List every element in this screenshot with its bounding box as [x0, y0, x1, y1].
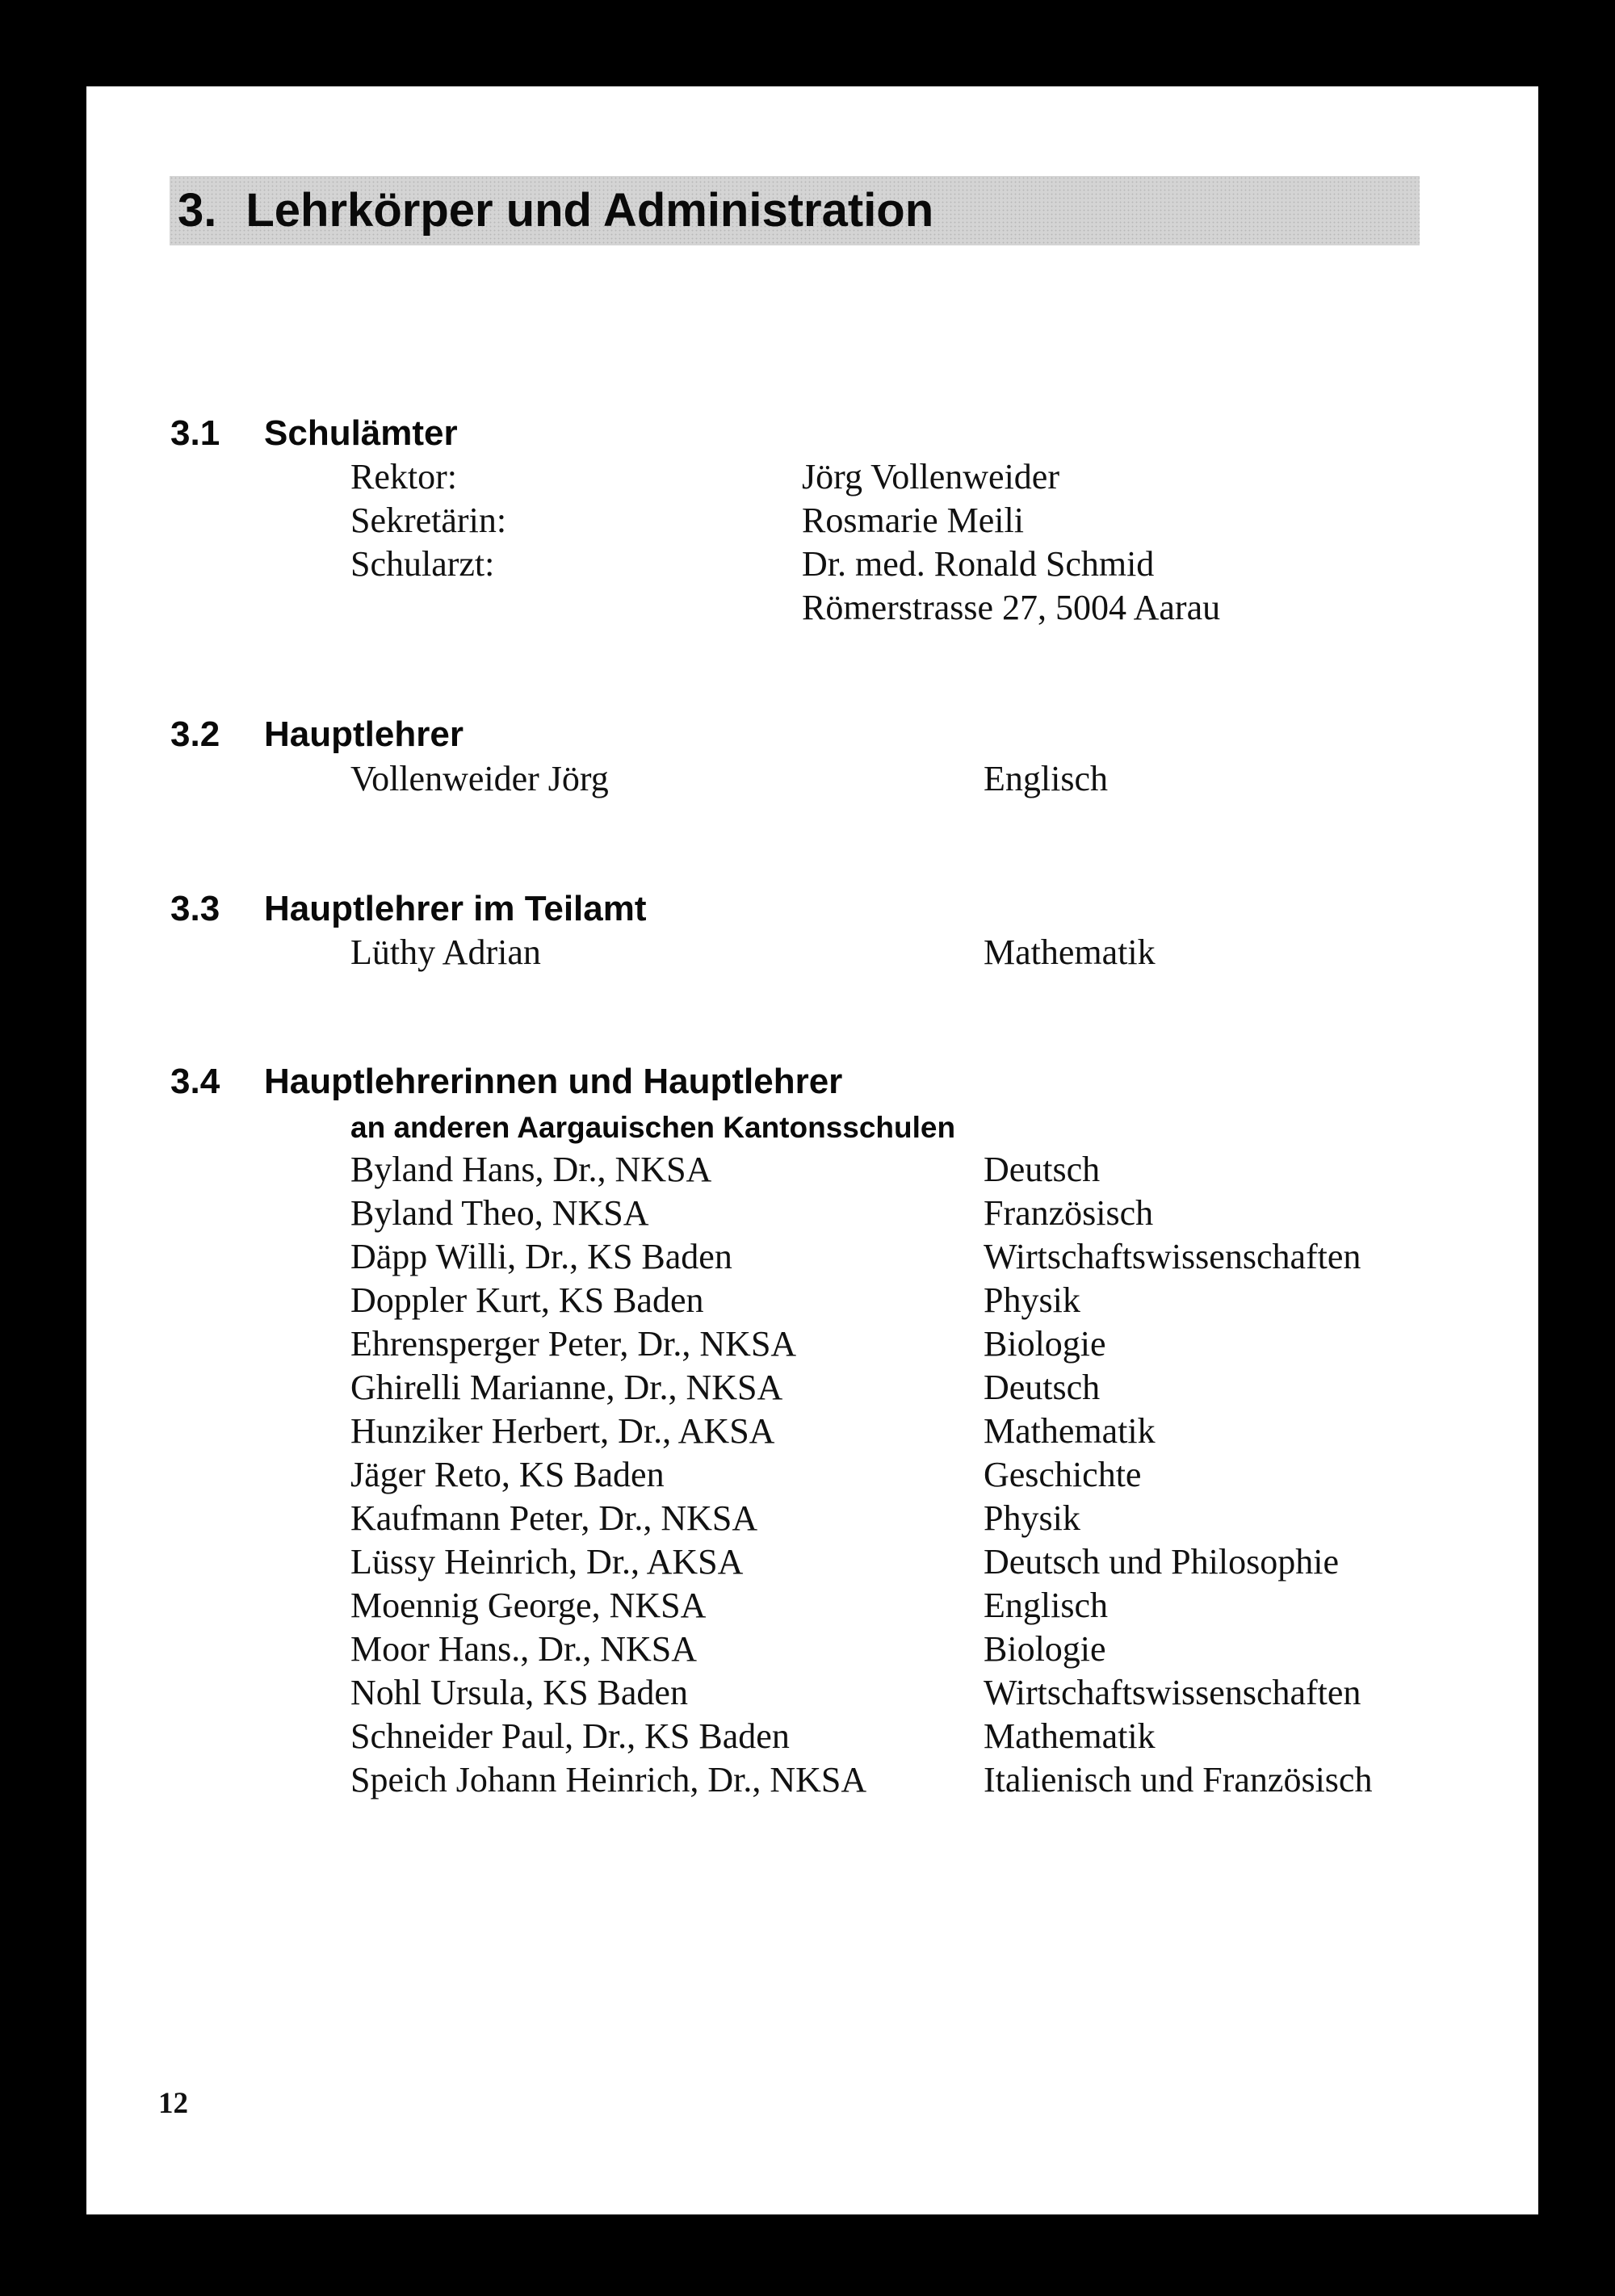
teacher-subject: Englisch: [984, 759, 1108, 798]
teacher-subject: Wirtschaftswissenschaften: [984, 1237, 1361, 1276]
teacher-subject: Mathematik: [984, 1716, 1156, 1756]
chapter-heading: [178, 182, 933, 239]
section-number: 3.4: [170, 1062, 220, 1101]
teacher-name: Byland Theo, NKSA: [350, 1193, 649, 1233]
teacher-name: Speich Johann Heinrich, Dr., NKSA: [350, 1760, 867, 1800]
section-number: 3.2: [170, 714, 220, 754]
teacher-subject: Biologie: [984, 1324, 1106, 1364]
teacher-name: Vollenweider Jörg: [350, 759, 609, 798]
office-address: Römerstrasse 27, 5004 Aarau: [802, 588, 1221, 627]
teacher-name: Schneider Paul, Dr., KS Baden: [350, 1716, 790, 1756]
office-holder: Dr. med. Ronald Schmid: [802, 544, 1155, 584]
office-label: Rektor:: [350, 457, 457, 496]
teacher-name: Byland Hans, Dr., NKSA: [350, 1150, 712, 1189]
chapter-banner: [170, 176, 1420, 245]
section-number: 3.1: [170, 413, 220, 453]
teacher-subject: Französisch: [984, 1193, 1154, 1233]
teacher-name: Moor Hans., Dr., NKSA: [350, 1629, 697, 1669]
office-label: Sekretärin:: [350, 501, 507, 540]
teacher-name: Jäger Reto, KS Baden: [350, 1455, 665, 1494]
teacher-subject: Wirtschaftswissenschaften: [984, 1673, 1361, 1712]
teacher-subject: Geschichte: [984, 1455, 1142, 1494]
teacher-subject: Deutsch: [984, 1150, 1101, 1189]
teacher-name: Doppler Kurt, KS Baden: [350, 1280, 704, 1320]
teacher-subject: Deutsch: [984, 1368, 1101, 1407]
office-holder: Jörg Vollenweider: [802, 457, 1059, 496]
teacher-name: Lüssy Heinrich, Dr., AKSA: [350, 1542, 744, 1582]
teacher-subject: Mathematik: [984, 1411, 1156, 1451]
teacher-subject: Physik: [984, 1498, 1080, 1538]
teacher-name: Hunziker Herbert, Dr., AKSA: [350, 1411, 775, 1451]
teacher-name: Moennig George, NKSA: [350, 1586, 707, 1625]
teacher-name: Ghirelli Marianne, Dr., NKSA: [350, 1368, 783, 1407]
section-subtitle: an anderen Aargauischen Kantonsschulen: [350, 1111, 956, 1144]
office-holder: Rosmarie Meili: [802, 501, 1024, 540]
section-title: Hauptlehrer im Teilamt: [264, 889, 647, 928]
teacher-subject: Englisch: [984, 1586, 1108, 1625]
teacher-name: Däpp Willi, Dr., KS Baden: [350, 1237, 732, 1276]
chapter-number: 3.: [178, 184, 217, 237]
teacher-subject: Deutsch und Philosophie: [984, 1542, 1339, 1582]
teacher-subject: Italienisch und Französisch: [984, 1760, 1373, 1800]
teacher-subject: Mathematik: [984, 932, 1156, 972]
teacher-name: Ehrensperger Peter, Dr., NKSA: [350, 1324, 797, 1364]
teacher-subject: Biologie: [984, 1629, 1106, 1669]
section-title: Schulämter: [264, 413, 458, 453]
office-label: Schularzt:: [350, 544, 495, 584]
teacher-name: Nohl Ursula, KS Baden: [350, 1673, 688, 1712]
chapter-title: Lehrkörper und Administration: [245, 184, 934, 237]
teacher-name: Lüthy Adrian: [350, 932, 541, 972]
section-title: Hauptlehrerinnen und Hauptlehrer: [264, 1062, 843, 1101]
page-number: 12: [158, 2087, 188, 2120]
page: [86, 86, 1538, 2214]
teacher-name: Kaufmann Peter, Dr., NKSA: [350, 1498, 758, 1538]
section-number: 3.3: [170, 889, 220, 928]
section-title: Hauptlehrer: [264, 714, 464, 754]
teacher-subject: Physik: [984, 1280, 1080, 1320]
